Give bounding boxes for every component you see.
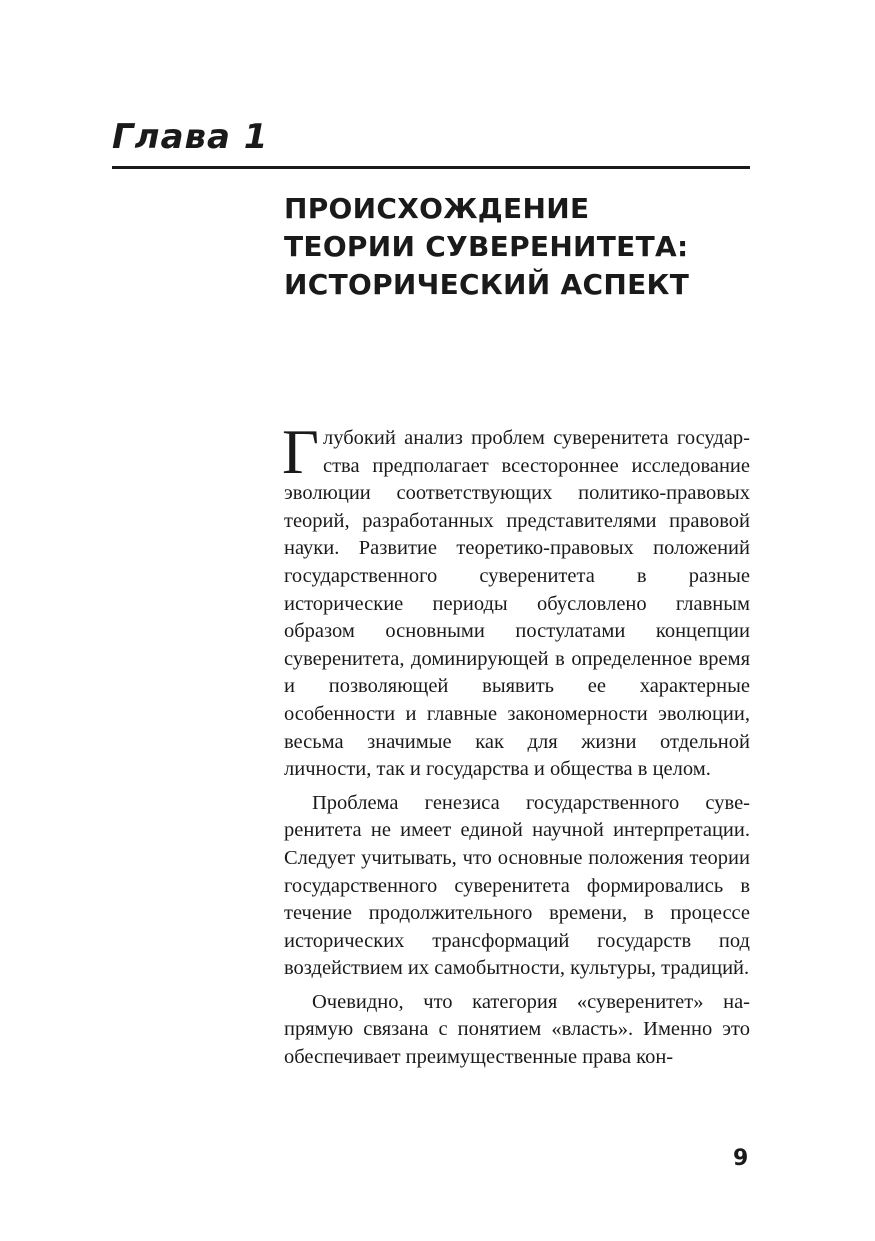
chapter-title: [284, 190, 754, 304]
paragraph-text: лубокий анализ проблем суверенитета государства предполагает всестороннее исследование эволюции соответствующих политико-правовых теорий, разработанных представителями правовой науки. Развитие теоретико-правовых положений государственного суверенитета в разные исторические периоды обусловлено главным образом основными постулатами концепции суверенитета, доминирующей в определенное время и позволяющей выявить ее характерные особенности и главные закономерности эволюции, весьма значимые как для жизни отдельной личности, так и государства и общества в целом.: [284, 427, 750, 781]
chapter-title-line: ПРОИСХОЖДЕНИЕ: [284, 192, 590, 225]
chapter-label: Глава 1: [112, 117, 269, 157]
chapter-divider: [112, 166, 750, 169]
chapter-title-line: ИСТОРИЧЕСКИЙ АСПЕКТ: [284, 268, 690, 301]
paragraph-text: Очевидно, что категория «суверенитет» напрямую связана с понятием «власть». Именно это обеспечивает преимущественные права кон-: [284, 990, 750, 1069]
chapter-title-line: ТЕОРИИ СУВЕРЕНИТЕТА:: [284, 230, 689, 263]
drop-cap: Г: [282, 416, 319, 487]
paragraph: [282, 416, 750, 784]
page-number: 9: [733, 1146, 749, 1171]
body-text: [282, 416, 750, 1078]
paragraph: [284, 989, 750, 1072]
paragraph: [284, 790, 750, 983]
paragraph-text: Проблема генезиса государственного суверенитета не имеет единой научной интерпретации. Следует учитывать, что основные положения теории государственного суверенитета формировались в течение продолжительного времени, в процессе исторических трансформаций государств под воздействием их самобытности, культуры, традиций.: [284, 791, 750, 980]
